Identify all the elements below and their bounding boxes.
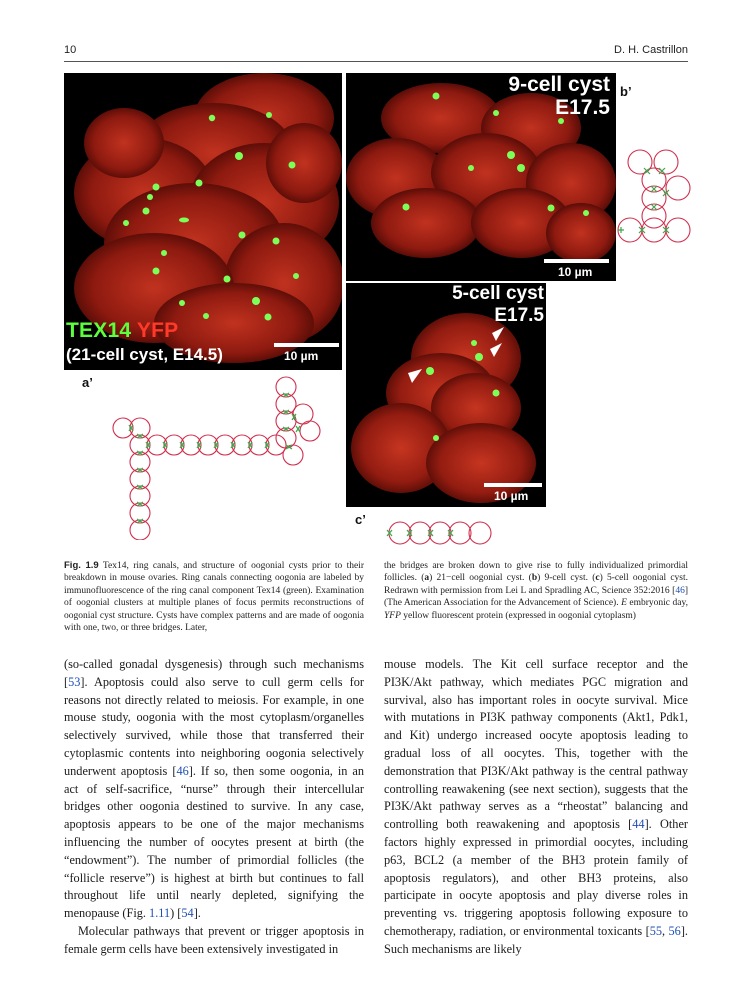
micrograph-b [346,73,616,281]
citation-link-46[interactable]: 46 [675,585,685,596]
cyst-diagram-a-prime [100,370,340,540]
citation-link-46[interactable]: 46 [176,763,189,778]
stain-label-yfp: YFP [136,319,179,342]
citation-link-55[interactable]: 55 [649,923,662,938]
micrograph-c [346,283,546,507]
citation-link-56[interactable]: 56 [668,923,681,938]
cyst-title-b-line1: 9-cell cyst [508,73,610,96]
stain-label [66,319,178,343]
cyst-title-b-line2: E17.5 [555,96,610,119]
scale-label-c: 10 µm [494,489,529,503]
panel-letter-c-prime: c’ [355,512,366,527]
cyst-diagram-b-prime [614,140,694,245]
scale-bar-b [544,259,609,263]
scale-bar-c [484,483,542,487]
scale-label-a: 10 µm [284,349,319,363]
scale-label-b: 10 µm [558,265,593,279]
cyst-title-c-line2: E17.5 [494,305,544,326]
figure-number: Fig. 1.9 [64,560,99,571]
figure-caption-right: the bridges are broken down to give rise to fully individualized primordial follicles. (a) 21−cell oogonial cyst. (b) 9-cell cyst. (c) 5-cell oogonial cyst. Redrawn with permission from Lei L and Spradling AC, Science 352:2016 [46] (The American Association for the Advancement of Science). E embryonic day, YFP yellow fluorescent protein (expressed in oogonial cytoplasm) [384,561,688,621]
panel-letter-a-prime: a’ [82,375,93,390]
page-number: 10 [64,44,77,56]
citation-link-53[interactable]: 53 [68,674,81,689]
figure-link-1-11[interactable]: 1.11 [149,906,171,921]
scale-bar-a [274,343,339,347]
paragraph: mouse models. The Kit cell surface receptor and the PI3K/Akt pathway, which mediates PGC migration and survival, also has important roles in oocyte survival. Mice with mutations in PI3K pathway components (Akt1, Pdk1, and Kit) undergo increased oocyte apoptosis leading to gradual loss of all oocytes. This, together with the demonstration that PI3K/Akt pathway is the central pathway controlling reawakening (see next section), suggests that the PI3K/Akt pathway serves as a “rheostat” balancing and controlling both reawakening and apoptosis [44]. Other factors highly expressed in primordial oocytes, including p63, BCL2 (a member of the BH3 protein family of apoptosis regulators), and other BH3 proteins, also participate in oocyte apoptosis and play diverse roles in preventing vs. triggering apoptosis following exposure to chemotherapy, radiation, or environmental toxicants [55, 56]. Such mechanisms are likely [384,657,688,956]
figure-caption-left [64,560,364,634]
citation-link-44[interactable]: 44 [632,817,645,832]
caption-text-left: Tex14, ring canals, and structure of oogonial cysts prior to their breakdown in mouse ovaries. Ring canals connecting oogonia are labeled by immunofluorescence of the ring canal component Tex14 (green). Examination of oogonial clusters at multiple planes of focus permits reconstructions of oogonial cyst structure. Cysts have complex patterns and are made of oogonia with one, two, or three bridges. Later, [64,561,364,634]
body-column-left [64,656,364,959]
body-column-right [384,656,688,959]
paragraph: (so-called gonadal dysgenesis) through such mechanisms [53]. Apoptosis could also serve to cull germ cells for reasons not directly related to meiosis. For example, in one mouse study, oogonia with the most cytoplasm/organelles selectively survived, while those that transferred their cytoplasmic contents into neighboring oogonia selectively underwent apoptosis [46]. If so, then some oogonia, in an act of self-sacrifice, “nurse” through their intercellular bridges other oogonia destined to survive. In any case, apoptosis appears to be one of the major mechanisms influencing the number of oocytes present at birth (the “endowment”). The number of primordial follicles (the “follicle reserve”) is highest at birth but continues to fall throughout life until nearly depleted, signifying the menopause (Fig. 1.11) [54]. [64,657,364,921]
cyst-title-c-line1: 5-cell cyst [452,283,544,304]
cyst-diagram-c-prime [384,517,500,549]
running-header [64,44,688,62]
cyst-label-a: (21-cell cyst, E14.5) [66,345,223,364]
citation-link-54[interactable]: 54 [181,906,194,921]
paragraph: Molecular pathways that prevent or trigger apoptosis in female germ cells have been extensively investigated in [64,923,364,956]
micrograph-a [64,73,342,370]
stain-label-tex14: TEX14 [66,319,132,342]
header-rule [64,61,688,62]
panel-letter-b-prime: b’ [620,84,632,99]
running-author: D. H. Castrillon [614,44,688,56]
